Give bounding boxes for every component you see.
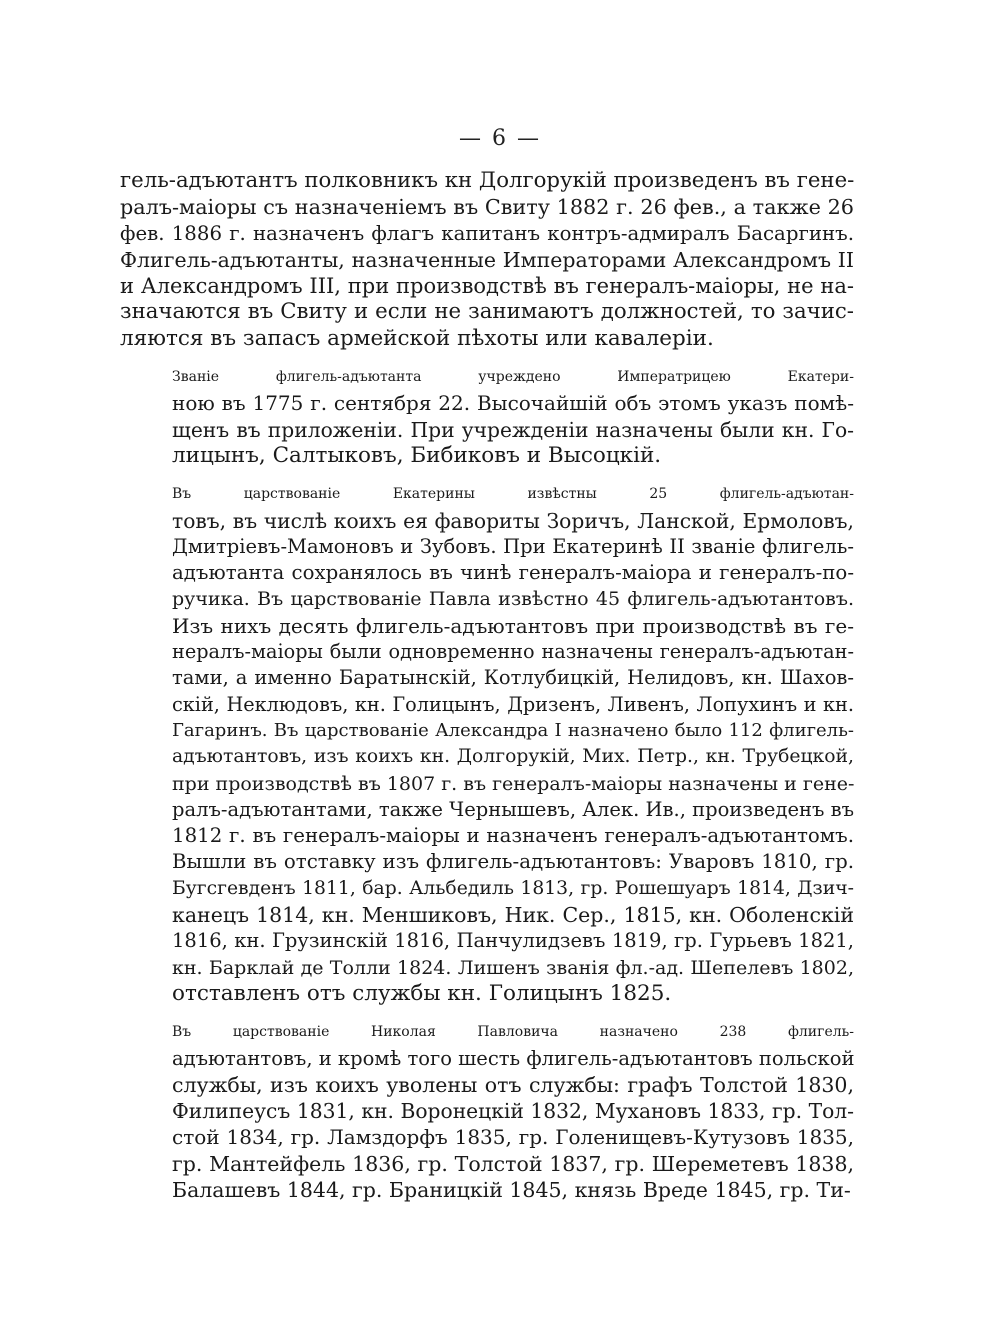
text-line: значаются въ Свиту и если не занимаютъ должностей, то зачис- (120, 299, 854, 325)
text-line: ною въ 1775 г. сентября 22. Высочайшій объ этомъ указъ помѣ- (172, 391, 854, 416)
text-line: адъютантовъ, и кромѣ того шесть флигель-адъютантовъ польской (172, 1046, 855, 1070)
text-line: Въ царствованіе Екатерины извѣстны 25 флигель-адъютан- (172, 486, 854, 503)
text-line: и Александромъ III, при производствѣ въ генералъ-маіоры, не на- (120, 274, 854, 299)
text-line: гр. Мантейфель 1836, гр. Толстой 1837, гр. Шереметевъ 1838, (172, 1151, 854, 1176)
paragraph-3 (120, 481, 854, 1007)
text-line: скій, Неклюдовъ, кн. Голицынъ, Дризенъ, Ливенъ, Лопухинъ и кн. (172, 692, 854, 716)
text-line: канецъ 1814, кн. Меншиковъ, Ник. Сер., 1815, кн. Оболенскій (172, 903, 854, 928)
text-line: ручика. Въ царствованіе Павла извѣстно 45 флигель-адъютантовъ. (172, 588, 854, 611)
text-line: 1812 г. въ генералъ-маіоры и назначенъ генералъ-адъютантомъ. (172, 824, 854, 848)
text-line: нералъ-маіоры были одновременно назначены генералъ-адъютан- (172, 640, 854, 664)
paragraph-2 (120, 364, 854, 469)
text-line: тами, а именно Баратынскій, Котлубицкій, Нелидовъ, кн. Шахов- (172, 666, 854, 690)
text-line: лицынъ, Салтыковъ, Бибиковъ и Высоцкій. (172, 442, 662, 468)
page-number: — 6 — (459, 126, 541, 151)
text-line: 1816, кн. Грузинскій 1816, Панчулидзевъ 1819, гр. Гурьевъ 1821, (172, 929, 854, 953)
text-line: Флигель-адъютанты, назначенные Императорами Александромъ II (120, 247, 854, 272)
text-line: кн. Барклай де Толли 1824. Лишенъ званія фл.-ад. Шепелевъ 1802, (172, 956, 854, 979)
text-line: ляются въ запасъ армейской пѣхоты или кавалеріи. (120, 325, 714, 351)
text-line: Гагаринъ. Въ царствованіе Александра I назначено было 112 флигель- (172, 719, 854, 741)
text-line: гель-адъютантъ полковникъ кн Долгорукій произведенъ въ гене- (120, 168, 855, 193)
text-line: Въ царствованіе Николая Павловича назначено 238 флигель- (172, 1024, 854, 1041)
text-line: Дмитріевъ-Мамоновъ и Зубовъ. При Екатеринѣ II званіе флигель- (172, 534, 854, 558)
text-line: отставленъ отъ службы кн. Голицынъ 1825. (172, 980, 672, 1006)
text-line: щенъ въ приложеніи. При учрежденіи назначены были кн. Го- (172, 417, 854, 442)
body-text (120, 168, 854, 1215)
text-line: Бугсгевденъ 1811, бар. Альбедиль 1813, гр. Рошешуаръ 1814, Дзич- (172, 877, 854, 899)
text-line: адъютантовъ, изъ коихъ кн. Долгорукій, Мих. Петр., кн. Трубецкой, (172, 746, 854, 768)
text-line: Изъ нихъ десять флигель-адъютантовъ при производствѣ въ ге- (172, 613, 854, 638)
paragraph-4 (120, 1019, 854, 1203)
text-line: службы, изъ коихъ уволены отъ службы: графъ Толстой 1830, (172, 1072, 854, 1097)
text-line: Филипеусъ 1831, кн. Воронецкій 1832, Мухановъ 1833, гр. Тол- (172, 1099, 854, 1124)
text-line: товъ, въ числѣ коихъ ея фавориты Зоричъ, Ланской, Ермоловъ, (172, 508, 854, 533)
text-line: при производствѣ въ 1807 г. въ генералъ-маіоры назначены и гене- (172, 772, 855, 795)
text-line: стой 1834, гр. Ламздорфъ 1835, гр. Голенищевъ-Кутузовъ 1835, (172, 1125, 854, 1150)
text-line: адъютанта сохранялось въ чинѣ генералъ-маіора и генералъ-по- (172, 561, 854, 585)
text-line: ралъ-маіоры съ назначеніемъ въ Свиту 1882 г. 26 фев., а также 26 (120, 195, 854, 220)
text-line: фев. 1886 г. назначенъ флагъ капитанъ контръ-адмиралъ Басаргинъ. (120, 221, 854, 245)
paragraph-1 (120, 168, 854, 352)
text-line: Вышли въ отставку изъ флигель-адъютантовъ: Уваровъ 1810, гр. (172, 850, 854, 874)
text-line: Званіе флигель-адъютанта учреждено Императрицею Екатери- (172, 369, 854, 386)
text-line: Балашевъ 1844, гр. Браницкій 1845, князь Вреде 1845, гр. Ти- (172, 1177, 851, 1202)
text-line: ралъ-адъютантами, также Чернышевъ, Алек. Ив., произведенъ въ (172, 797, 854, 821)
